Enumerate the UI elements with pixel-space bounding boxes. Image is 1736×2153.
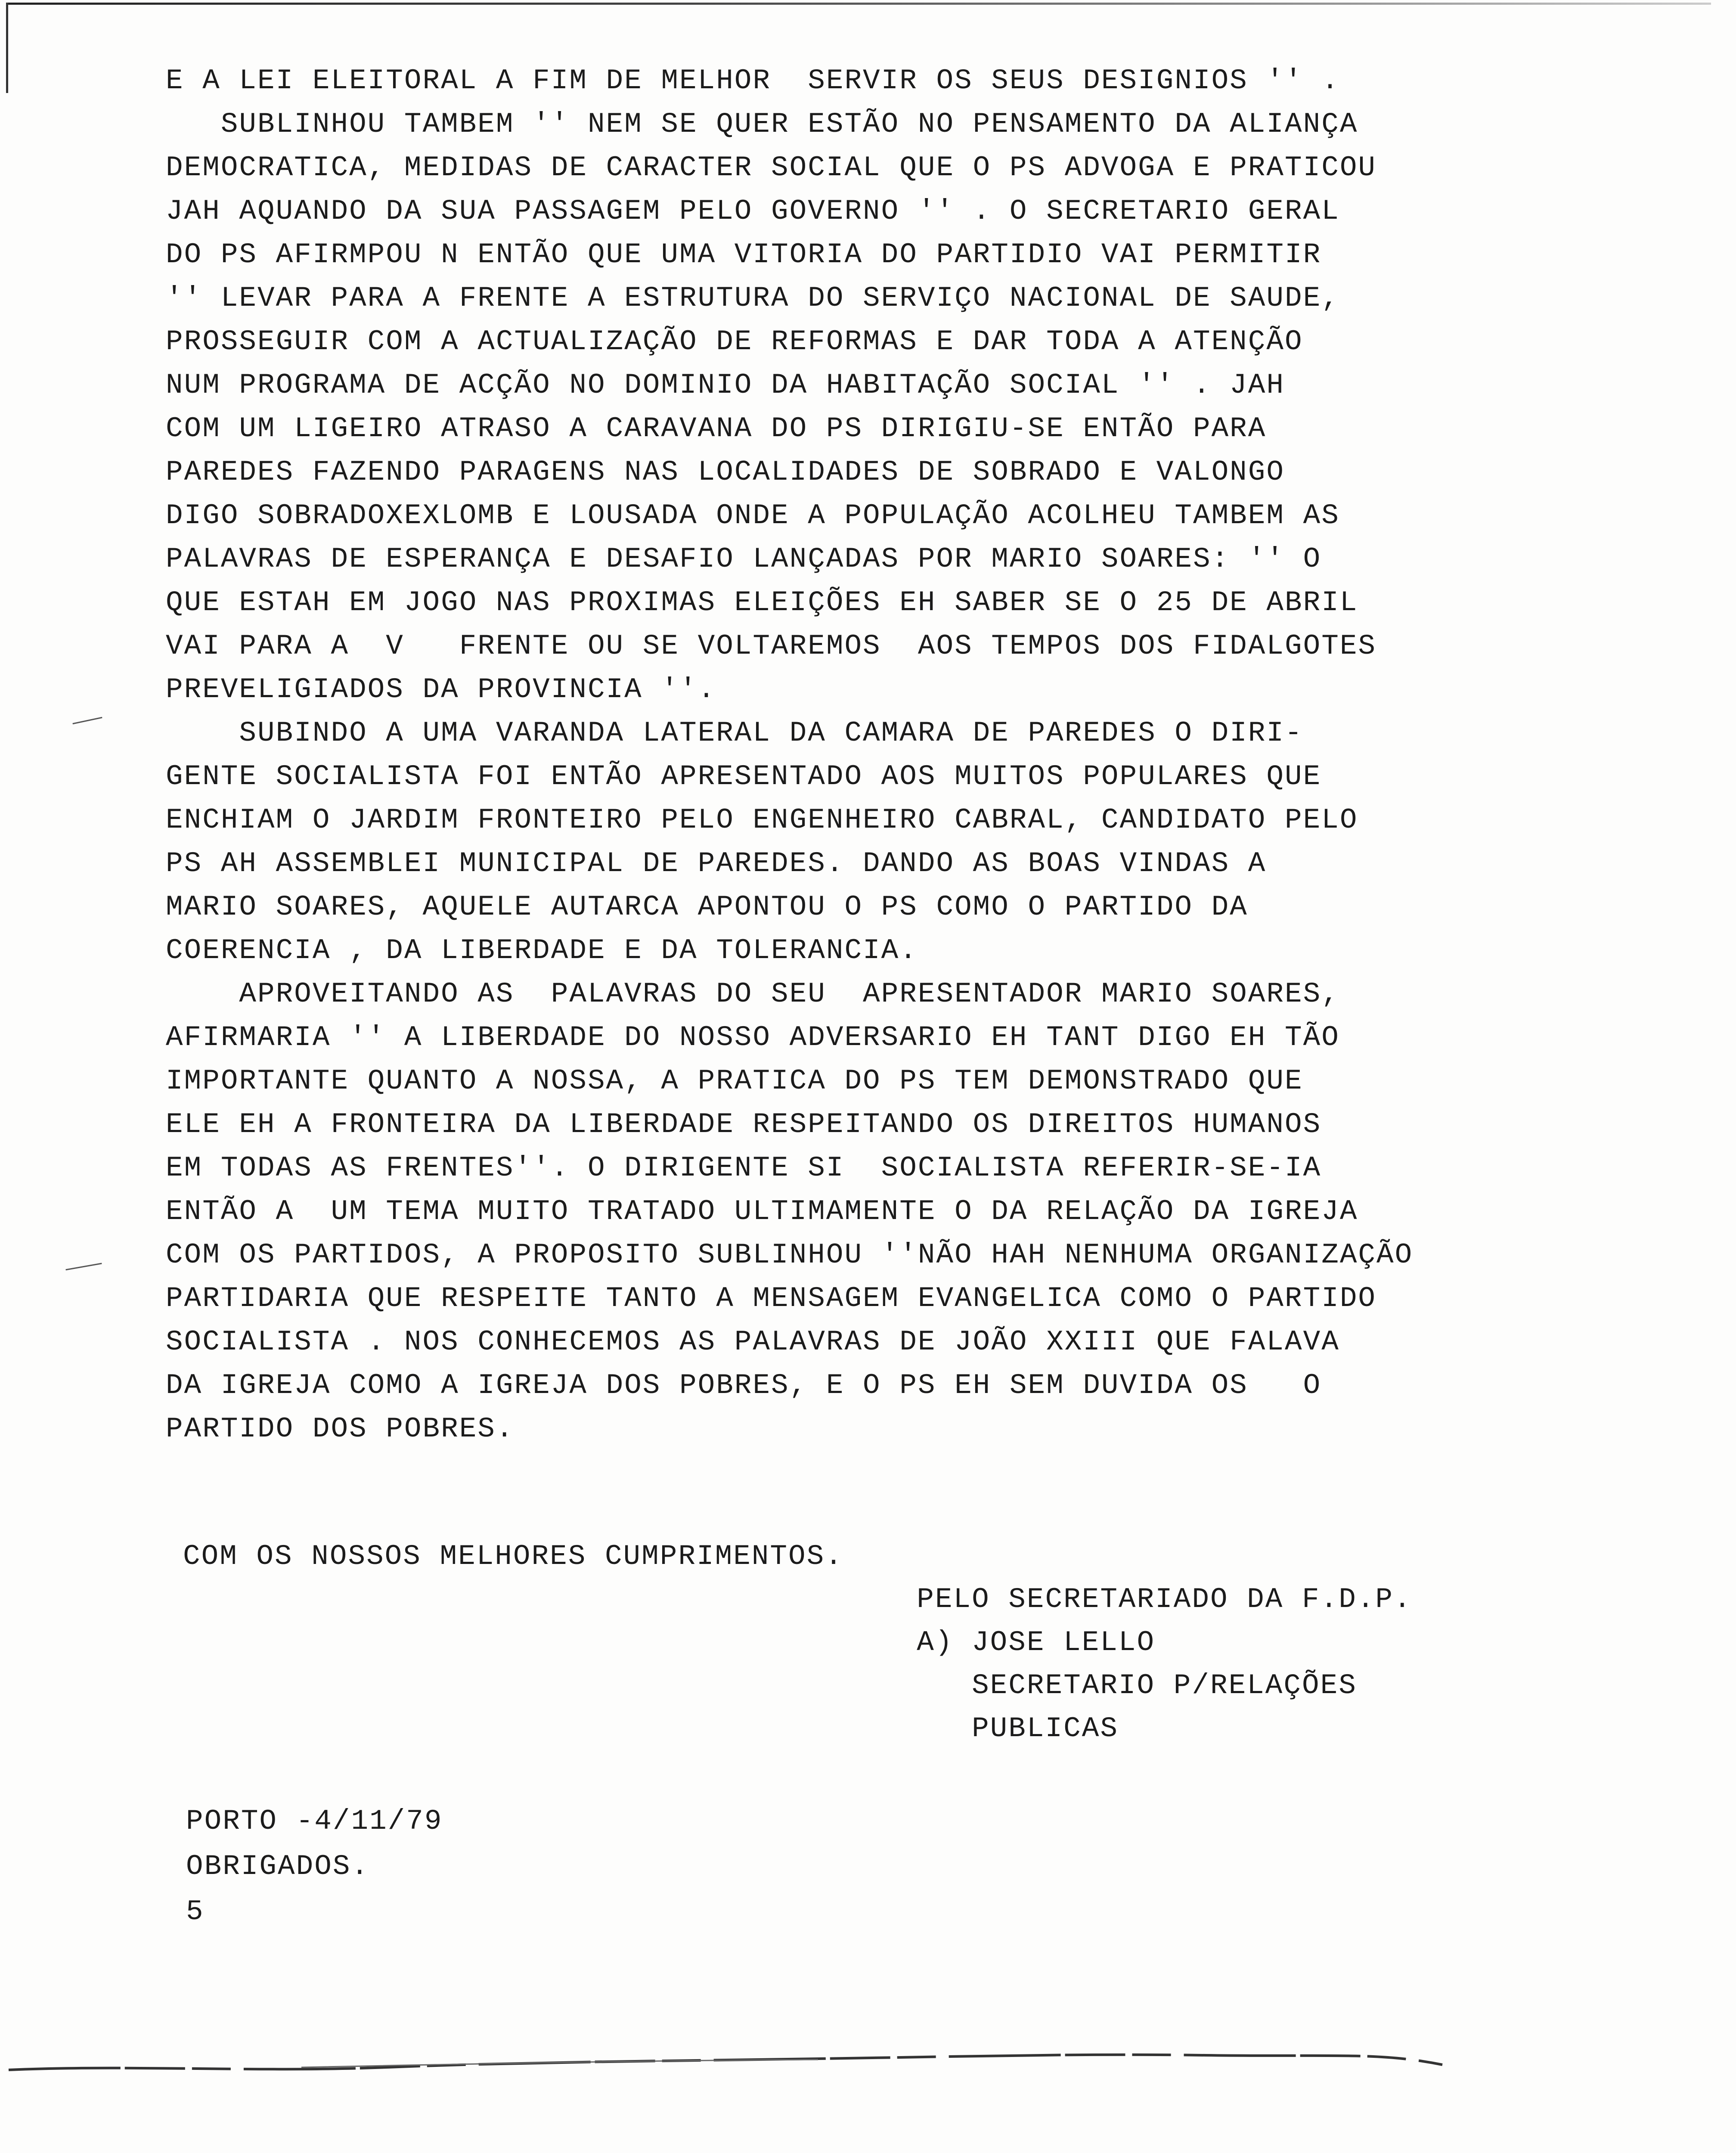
body-line: APROVEITANDO AS PALAVRAS DO SEU APRESENTADOR MARIO SOARES, — [166, 978, 1340, 1010]
body-line: SUBLINHOU TAMBEM '' NEM SE QUER ESTÃO NO PENSAMENTO DA ALIANÇA — [166, 108, 1358, 140]
letter-body — [166, 64, 1457, 1467]
closing-line: PUBLICAS — [183, 1712, 1119, 1745]
footer-line: 5 — [186, 1896, 205, 1928]
body-line: ENTÃO A UM TEMA MUITO TRATADO ULTIMAMENTE O DA RELAÇÃO DA IGREJA — [166, 1195, 1358, 1228]
body-line: SOCIALISTA . NOS CONHECEMOS AS PALAVRAS DE JOÃO XXIII QUE FALAVA — [166, 1326, 1340, 1358]
body-line: SUBINDO A UMA VARANDA LATERAL DA CAMARA DE PAREDES O DIRI- — [166, 717, 1303, 749]
closing-line: COM OS NOSSOS MELHORES CUMPRIMENTOS. — [183, 1540, 843, 1573]
body-line: PS AH ASSEMBLEI MUNICIPAL DE PAREDES. DANDO AS BOAS VINDAS A — [166, 847, 1267, 880]
body-line: PROSSEGUIR COM A ACTUALIZAÇÃO DE REFORMAS E DAR TODA A ATENÇÃO — [166, 326, 1303, 358]
body-line: DIGO SOBRADOXEXLOMB E LOUSADA ONDE A POPULAÇÃO ACOLHEU TAMBEM AS — [166, 499, 1340, 532]
body-line: EM TODAS AS FRENTES''. O DIRIGENTE SI SOCIALISTA REFERIR-SE-IA — [166, 1152, 1322, 1184]
closing-line: SECRETARIO P/RELAÇÕES — [183, 1669, 1357, 1702]
body-line: DA IGREJA COMO A IGREJA DOS POBRES, E O PS EH SEM DUVIDA OS O — [166, 1369, 1322, 1402]
closing-line: PELO SECRETARIADO DA F.D.P. — [183, 1583, 1412, 1616]
body-line: COERENCIA , DA LIBERDADE E DA TOLERANCIA. — [166, 934, 918, 967]
margin-mark — [65, 1263, 102, 1271]
closing-signature — [183, 1539, 1412, 1755]
body-line: '' LEVAR PARA A FRENTE A ESTRUTURA DO SERVIÇO NACIONAL DE SAUDE, — [166, 282, 1340, 314]
body-line: PARTIDO DOS POBRES. — [166, 1413, 515, 1445]
body-line: PARTIDARIA QUE RESPEITE TANTO A MENSAGEM EVANGELICA COMO O PARTIDO — [166, 1282, 1377, 1315]
footer-line: PORTO -4/11/79 — [186, 1805, 443, 1837]
footer-notes — [186, 1804, 574, 1946]
body-line: GENTE SOCIALISTA FOI ENTÃO APRESENTADO AOS MUITOS POPULARES QUE — [166, 760, 1322, 793]
body-line: AFIRMARIA '' A LIBERDADE DO NOSSO ADVERSARIO EH TANT DIGO EH TÃO — [166, 1021, 1340, 1054]
body-line: E A LEI ELEITORAL A FIM DE MELHOR SERVIR OS SEUS DESIGNIOS '' . — [166, 65, 1340, 97]
body-line: QUE ESTAH EM JOGO NAS PROXIMAS ELEIÇÕES EH SABER SE O 25 DE ABRIL — [166, 586, 1358, 619]
body-line: PALAVRAS DE ESPERANÇA E DESAFIO LANÇADAS POR MARIO SOARES: '' O — [166, 543, 1322, 575]
body-line: IMPORTANTE QUANTO A NOSSA, A PRATICA DO PS TEM DEMONSTRADO QUE — [166, 1065, 1303, 1097]
top-border-line — [6, 3, 1711, 5]
left-border-line — [6, 3, 8, 93]
body-line: VAI PARA A V FRENTE OU SE VOLTAREMOS AOS TEMPOS DOS FIDALGOTES — [166, 630, 1377, 662]
body-line: ENCHIAM O JARDIM FRONTEIRO PELO ENGENHEIRO CABRAL, CANDIDATO PELO — [166, 804, 1358, 836]
body-line: ELE EH A FRONTEIRA DA LIBERDADE RESPEITANDO OS DIREITOS HUMANOS — [166, 1108, 1322, 1141]
body-line: PREVELIGIADOS DA PROVINCIA ''. — [166, 673, 716, 706]
margin-mark — [72, 717, 102, 724]
body-line: COM UM LIGEIRO ATRASO A CARAVANA DO PS DIRIGIU-SE ENTÃO PARA — [166, 413, 1267, 445]
body-line: DEMOCRATICA, MEDIDAS DE CARACTER SOCIAL QUE O PS ADVOGA E PRATICOU — [166, 152, 1377, 184]
body-line: COM OS PARTIDOS, A PROPOSITO SUBLINHOU ''NÃO HAH NENHUMA ORGANIZAÇÃO — [166, 1239, 1414, 1271]
footer-line: OBRIGADOS. — [186, 1850, 370, 1883]
body-line: MARIO SOARES, AQUELE AUTARCA APONTOU O PS COMO O PARTIDO DA — [166, 891, 1248, 923]
torn-paper-edge-line — [0, 2039, 1464, 2078]
body-line: JAH AQUANDO DA SUA PASSAGEM PELO GOVERNO '' . O SECRETARIO GERAL — [166, 195, 1340, 227]
closing-line: A) JOSE LELLO — [183, 1626, 1156, 1659]
body-line: DO PS AFIRMPOU N ENTÃO QUE UMA VITORIA DO PARTIDIO VAI PERMITIR — [166, 239, 1322, 271]
body-line: PAREDES FAZENDO PARAGENS NAS LOCALIDADES DE SOBRADO E VALONGO — [166, 456, 1285, 488]
body-line: NUM PROGRAMA DE ACÇÃO NO DOMINIO DA HABITAÇÃO SOCIAL '' . JAH — [166, 369, 1285, 401]
